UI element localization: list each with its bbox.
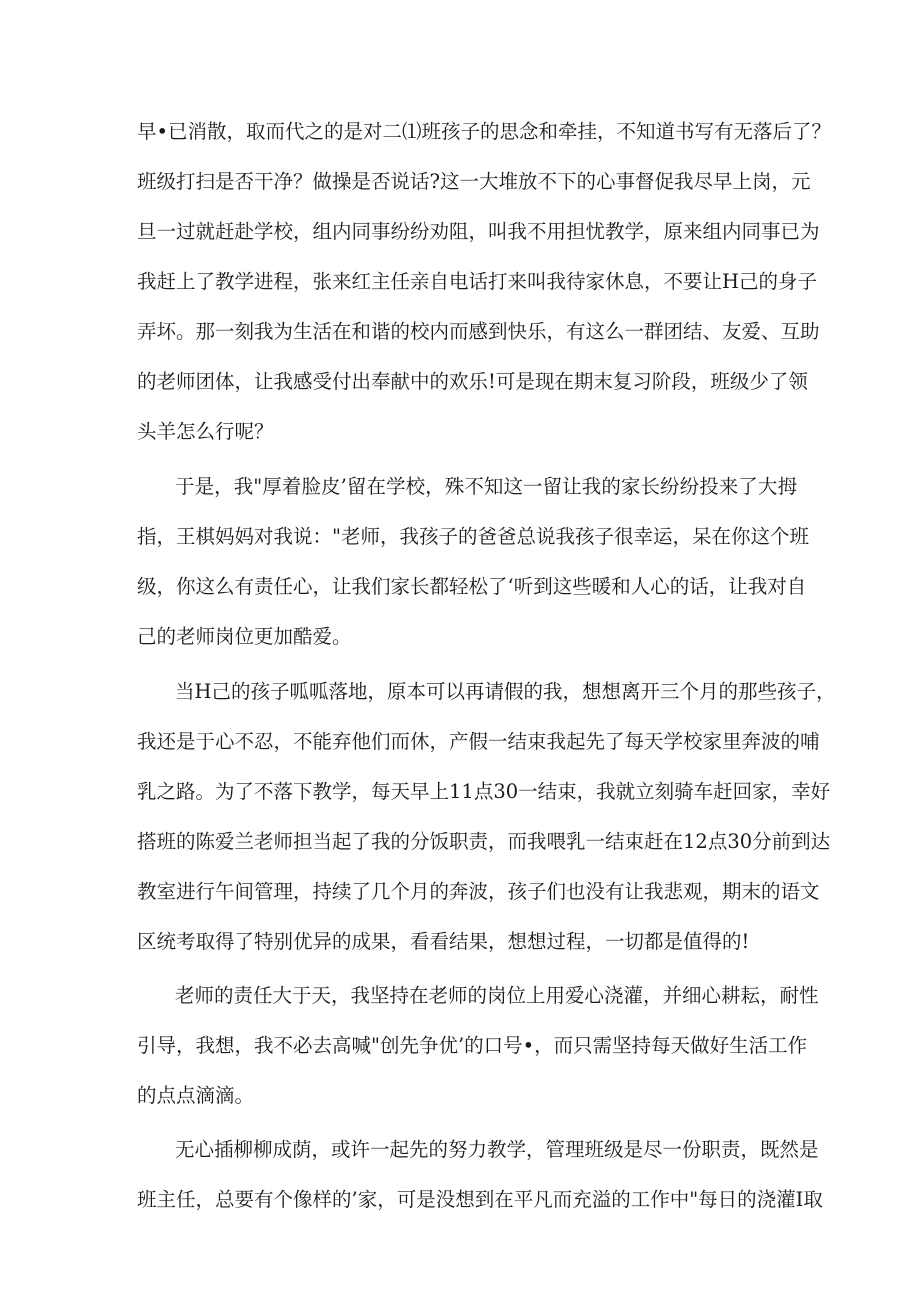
text-line: 早•已消散，取而代之的是对二⑴班孩子的思念和牵挂，不知道书写有无落后了？ (137, 120, 832, 143)
text-line: 班级打扫是否干净？做操是否说话?这一大堆放不下的心事督促我尽早上岗，元 (137, 170, 811, 193)
text-line: 旦一过就赶赴学校，组内同事纷纷劝阻，叫我不用担忧教学，原来组内同事已为 (137, 220, 820, 243)
text-line: 己的老师岗位更加酷爱。 (137, 625, 352, 648)
text-line: 的点点滴滴。 (137, 1084, 255, 1107)
text-line: 级，你这么有责任心，让我们家长都轻松了‘听到这些暖和人心的话，让我对自 (137, 575, 807, 598)
text-line: 于是，我"厚着脸皮’留在学校，殊不知这一留让我的家长纷纷投来了大拇 (175, 475, 797, 498)
text-line: 班主任，总要有个像样的’家，可是没想到在平凡而充溢的工作中"每日的浇灌I取 (137, 1188, 823, 1211)
text-line: 指，王棋妈妈对我说："老师，我孩子的爸爸总说我孩子很幸运，呆在你这个班 (137, 525, 809, 548)
text-line: 区统考取得了特别优异的成果，看看结果，想想过程，一切都是值得的! (137, 930, 750, 953)
text-line: 弄坏。那一刻我为生活在和谐的校内而感到快乐，有这么一群团结、友爱、互助 (137, 320, 820, 343)
text-line: 教室进行午间管理，持续了几个月的奔波，孩子们也没有让我悲观，期末的语文 (137, 880, 820, 903)
text-line: 当H己的孩子呱呱落地，原本可以再请假的我，想想离开三个月的那些孩子， (175, 680, 836, 703)
text-line: 头羊怎么行呢？ (137, 420, 274, 443)
text-line: 搭班的陈爱兰老师担当起了我的分饭职责，而我喂乳一结束赶在12点30分前到达 (137, 830, 831, 853)
text-line: 我赶上了教学进程，张来红主任亲自电话打来叫我待家休息，不要让H己的身子 (137, 270, 818, 293)
text-line: 的老师团体，让我感受付出奉献中的欢乐!可是现在期末复习阶段，班级少了领 (137, 370, 808, 393)
text-line: 老师的责任大于天，我坚持在老师的岗位上用爱心浇灌，并细心耕耘，耐性 (175, 984, 819, 1007)
text-line: 我还是于心不忍，不能弃他们而休，产假一结束我起先了每天学校家里奔波的哺 (137, 730, 820, 753)
text-line: 引导，我想，我不必去高喊"创先争优’的口号•，而只需坚持每天做好生活工作 (137, 1034, 808, 1057)
text-line: 乳之路。为了不落下教学，每天早上11点30一结束，我就立刻骑车赶回家，幸好 (137, 780, 831, 803)
text-line: 无心插柳柳成荫，或许一起先的努力教学，管理班级是尽一份职责，既然是 (175, 1138, 819, 1161)
